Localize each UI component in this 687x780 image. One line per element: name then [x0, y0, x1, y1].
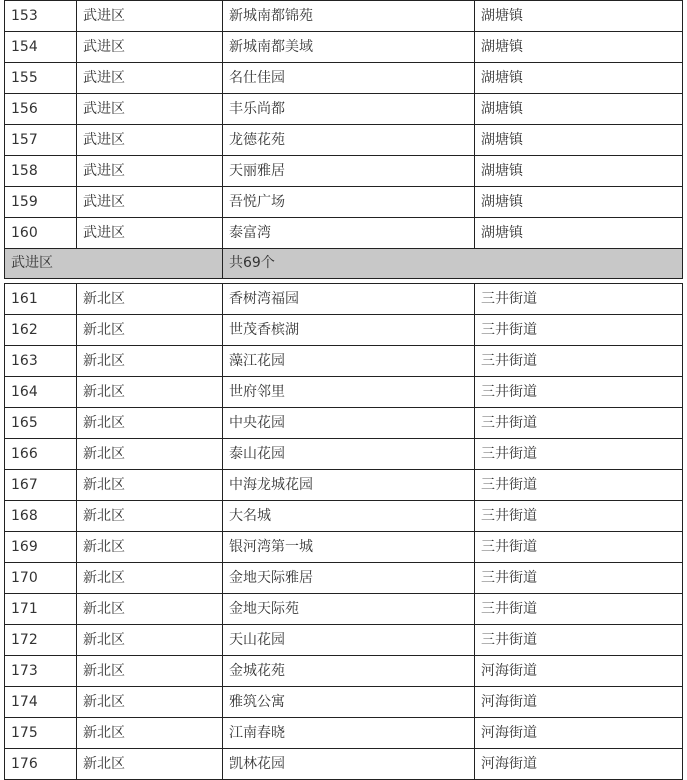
- cell-district: 武进区: [77, 125, 223, 156]
- cell-community: 泰山花园: [223, 439, 475, 470]
- cell-town: 三井街道: [475, 377, 683, 408]
- table-row: [5, 346, 683, 377]
- cell-community: 世府邻里: [223, 377, 475, 408]
- cell-town: 河海街道: [475, 656, 683, 687]
- cell-number: 170: [5, 563, 77, 594]
- cell-number: 174: [5, 687, 77, 718]
- community-table-xinbei: [4, 283, 683, 780]
- table-row: [5, 532, 683, 563]
- cell-number: 172: [5, 625, 77, 656]
- cell-number: 165: [5, 408, 77, 439]
- cell-number: 176: [5, 749, 77, 780]
- cell-district: 武进区: [77, 187, 223, 218]
- cell-number: 161: [5, 284, 77, 315]
- table-row: [5, 156, 683, 187]
- cell-town: 三井街道: [475, 284, 683, 315]
- table-row: [5, 749, 683, 780]
- cell-community: 银河湾第一城: [223, 532, 475, 563]
- cell-number: 156: [5, 94, 77, 125]
- cell-community: 名仕佳园: [223, 63, 475, 94]
- cell-district: 武进区: [77, 156, 223, 187]
- cell-town: 河海街道: [475, 718, 683, 749]
- cell-number: 166: [5, 439, 77, 470]
- cell-number: 153: [5, 1, 77, 32]
- table-row: [5, 125, 683, 156]
- cell-town: 河海街道: [475, 749, 683, 780]
- cell-community: 中海龙城花园: [223, 470, 475, 501]
- cell-district: 武进区: [77, 218, 223, 249]
- cell-community: 金地天际雅居: [223, 563, 475, 594]
- cell-district: 新北区: [77, 501, 223, 532]
- cell-number: 159: [5, 187, 77, 218]
- table-row: [5, 594, 683, 625]
- cell-number: 164: [5, 377, 77, 408]
- cell-number: 175: [5, 718, 77, 749]
- cell-community: 世茂香槟湖: [223, 315, 475, 346]
- cell-community: 江南春晓: [223, 718, 475, 749]
- cell-community: 天丽雅居: [223, 156, 475, 187]
- cell-town: 湖塘镇: [475, 63, 683, 94]
- summary-row: [5, 249, 683, 279]
- cell-town: 湖塘镇: [475, 125, 683, 156]
- cell-district: 武进区: [77, 94, 223, 125]
- table-row: [5, 315, 683, 346]
- table-row: [5, 63, 683, 94]
- cell-district: 新北区: [77, 687, 223, 718]
- table-row: [5, 718, 683, 749]
- table-row: [5, 377, 683, 408]
- cell-district: 武进区: [77, 32, 223, 63]
- table-row: [5, 187, 683, 218]
- cell-number: 168: [5, 501, 77, 532]
- summary-total: 共69个: [223, 249, 683, 279]
- table-row: [5, 32, 683, 63]
- table-row: [5, 439, 683, 470]
- cell-number: 173: [5, 656, 77, 687]
- cell-district: 新北区: [77, 408, 223, 439]
- cell-town: 湖塘镇: [475, 156, 683, 187]
- table-row: [5, 408, 683, 439]
- cell-town: 三井街道: [475, 594, 683, 625]
- cell-community: 金城花苑: [223, 656, 475, 687]
- cell-town: 三井街道: [475, 346, 683, 377]
- cell-number: 162: [5, 315, 77, 346]
- cell-community: 藻江花园: [223, 346, 475, 377]
- cell-district: 新北区: [77, 439, 223, 470]
- cell-community: 龙德花苑: [223, 125, 475, 156]
- cell-district: 新北区: [77, 563, 223, 594]
- cell-town: 湖塘镇: [475, 94, 683, 125]
- cell-district: 新北区: [77, 532, 223, 563]
- table-row: [5, 284, 683, 315]
- cell-community: 天山花园: [223, 625, 475, 656]
- cell-district: 新北区: [77, 346, 223, 377]
- cell-community: 泰富湾: [223, 218, 475, 249]
- cell-number: 163: [5, 346, 77, 377]
- cell-district: 新北区: [77, 377, 223, 408]
- cell-town: 三井街道: [475, 501, 683, 532]
- table-row: [5, 501, 683, 532]
- cell-district: 新北区: [77, 656, 223, 687]
- cell-number: 167: [5, 470, 77, 501]
- summary-district: 武进区: [5, 249, 223, 279]
- cell-number: 154: [5, 32, 77, 63]
- cell-number: 171: [5, 594, 77, 625]
- cell-community: 香树湾福园: [223, 284, 475, 315]
- cell-community: 雅筑公寓: [223, 687, 475, 718]
- table-row: [5, 1, 683, 32]
- table-row: [5, 687, 683, 718]
- cell-number: 157: [5, 125, 77, 156]
- cell-community: 丰乐尚都: [223, 94, 475, 125]
- cell-town: 三井街道: [475, 563, 683, 594]
- cell-community: 金地天际苑: [223, 594, 475, 625]
- cell-town: 三井街道: [475, 315, 683, 346]
- cell-community: 凯林花园: [223, 749, 475, 780]
- cell-town: 三井街道: [475, 408, 683, 439]
- cell-number: 158: [5, 156, 77, 187]
- cell-number: 160: [5, 218, 77, 249]
- cell-community: 中央花园: [223, 408, 475, 439]
- cell-number: 169: [5, 532, 77, 563]
- cell-district: 新北区: [77, 594, 223, 625]
- cell-district: 武进区: [77, 1, 223, 32]
- cell-community: 大名城: [223, 501, 475, 532]
- cell-district: 新北区: [77, 284, 223, 315]
- table-row: [5, 625, 683, 656]
- table-row: [5, 470, 683, 501]
- cell-district: 新北区: [77, 315, 223, 346]
- cell-town: 湖塘镇: [475, 32, 683, 63]
- table-body-wujin: [5, 1, 683, 249]
- table-body-xinbei: [5, 284, 683, 780]
- cell-community: 新城南都美域: [223, 32, 475, 63]
- cell-town: 河海街道: [475, 687, 683, 718]
- cell-town: 三井街道: [475, 470, 683, 501]
- cell-town: 三井街道: [475, 439, 683, 470]
- table-row: [5, 94, 683, 125]
- cell-district: 新北区: [77, 749, 223, 780]
- cell-district: 武进区: [77, 63, 223, 94]
- cell-district: 新北区: [77, 625, 223, 656]
- table-row: [5, 218, 683, 249]
- cell-town: 三井街道: [475, 625, 683, 656]
- cell-community: 吾悦广场: [223, 187, 475, 218]
- cell-town: 三井街道: [475, 532, 683, 563]
- cell-town: 湖塘镇: [475, 187, 683, 218]
- cell-number: 155: [5, 63, 77, 94]
- cell-town: 湖塘镇: [475, 1, 683, 32]
- community-table-wujin: [4, 0, 683, 279]
- cell-community: 新城南都锦苑: [223, 1, 475, 32]
- table-row: [5, 656, 683, 687]
- cell-town: 湖塘镇: [475, 218, 683, 249]
- cell-district: 新北区: [77, 470, 223, 501]
- table-row: [5, 563, 683, 594]
- cell-district: 新北区: [77, 718, 223, 749]
